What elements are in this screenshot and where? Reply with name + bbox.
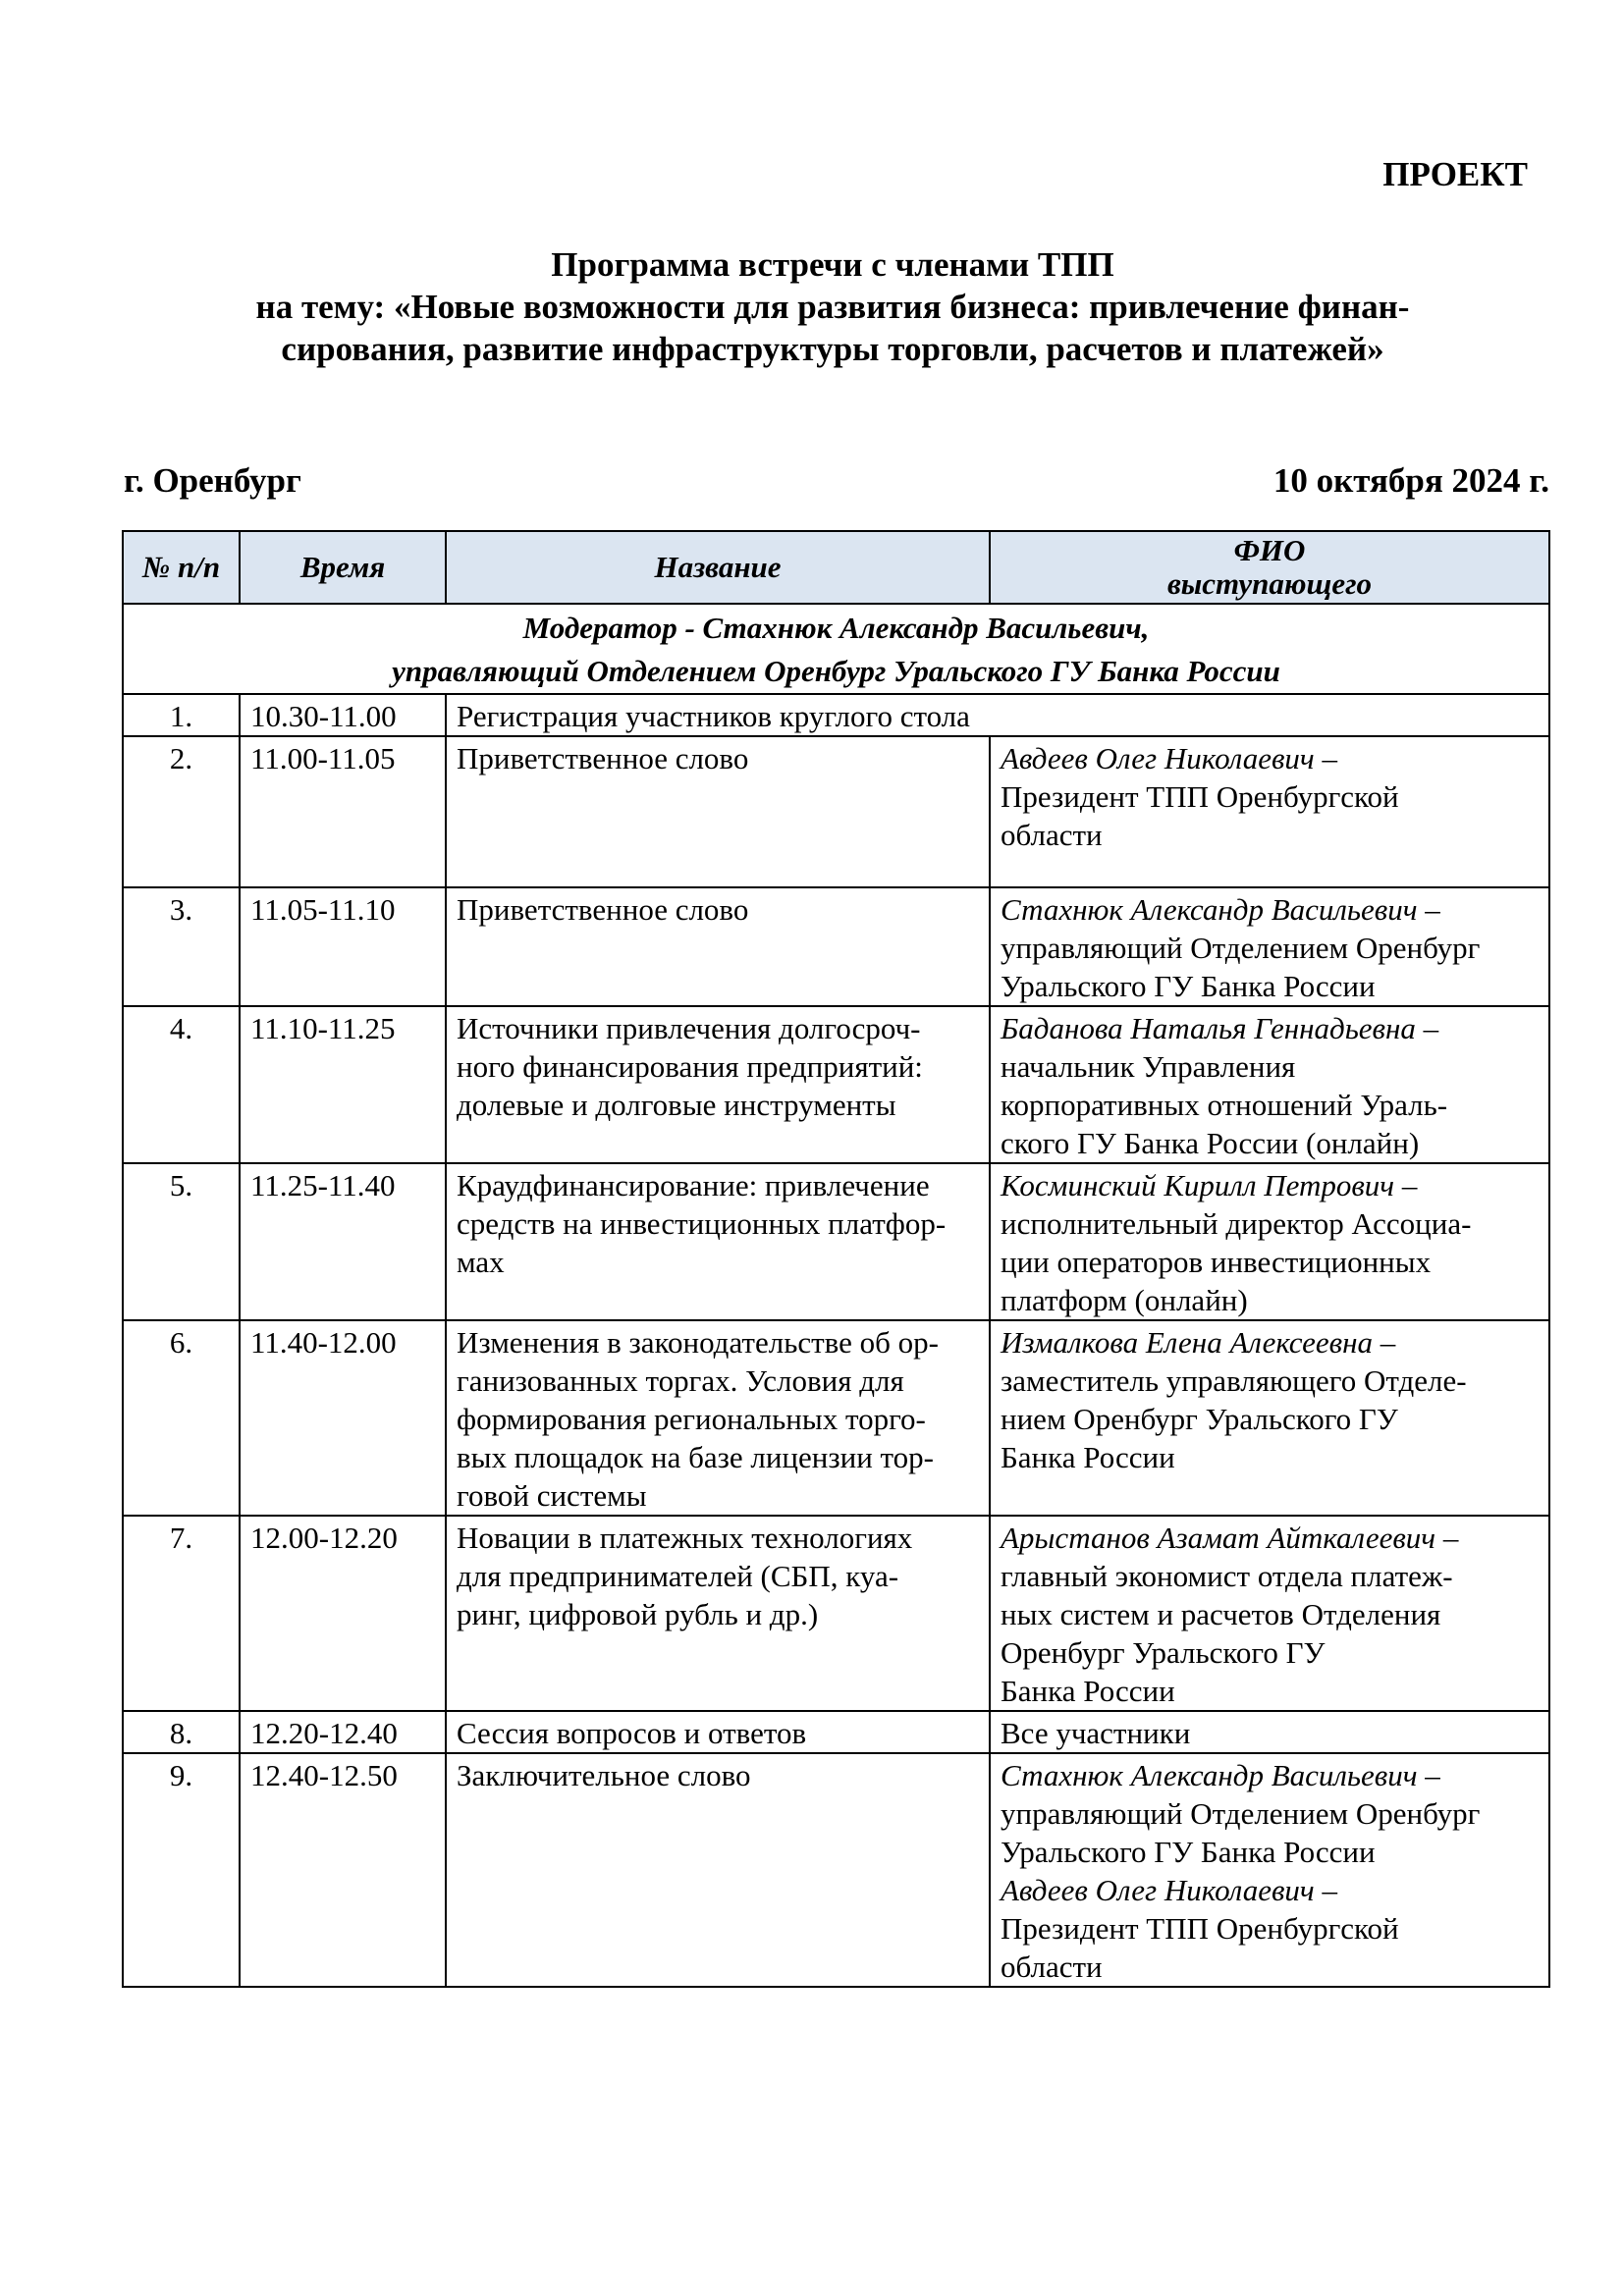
row-title-line: Источники привлечения долгосроч- (457, 1011, 921, 1045)
row-title-line: формирования региональных торго- (457, 1402, 926, 1436)
row-time: 12.20-12.40 (240, 1711, 446, 1753)
speaker-position-line: Банка России (1001, 1440, 1175, 1474)
row-title-line: ринг, цифровой рубль и др.) (457, 1597, 819, 1631)
row-time: 11.00-11.05 (240, 736, 446, 887)
speaker-name: Стахнюк Александр Васильевич – (1001, 1758, 1440, 1792)
row-title: Сессия вопросов и ответов (446, 1711, 990, 1753)
speaker-name: Авдеев Олег Николаевич – (1001, 1873, 1337, 1907)
table-row (123, 694, 1549, 736)
row-number: 9. (123, 1753, 240, 1987)
row-speaker (990, 1006, 1549, 1163)
column-header-speaker-line: выступающего (1166, 566, 1373, 601)
speaker-position-line: Банка России (1001, 1674, 1175, 1708)
row-title: Приветственное слово (446, 736, 990, 887)
table-header-row (123, 531, 1549, 604)
row-title: Приветственное слово (446, 887, 990, 1006)
speaker-name: Авдеев Олег Николаевич – (1001, 741, 1337, 775)
row-time: 11.05-11.10 (240, 887, 446, 1006)
row-number: 7. (123, 1516, 240, 1711)
row-number: 5. (123, 1163, 240, 1320)
row-title-line: ганизованных торгах. Условия для (457, 1363, 904, 1398)
speaker-position-line: главный экономист отдела платеж- (1001, 1559, 1453, 1593)
speaker-name: Измалкова Елена Алексеевна – (1001, 1325, 1396, 1360)
program-table (122, 530, 1550, 1988)
row-number: 4. (123, 1006, 240, 1163)
title-line: сирования, развитие инфраструктуры торговли, расчетов и платежей» (281, 330, 1384, 368)
column-header-speaker (990, 531, 1549, 604)
row-title-line: Новации в платежных технологиях (457, 1521, 913, 1555)
row-speaker (990, 887, 1549, 1006)
table-row (123, 1516, 1549, 1711)
speaker-position-line: области (1001, 818, 1103, 852)
row-title-line: Краудфинансирование: привлечение (457, 1168, 930, 1202)
column-header-speaker-line: ФИО (1233, 533, 1306, 567)
row-title-line: мах (457, 1245, 505, 1279)
table-row (123, 887, 1549, 1006)
row-title: Регистрация участников круглого стола (446, 694, 1549, 736)
row-number: 2. (123, 736, 240, 887)
moderator-line: управляющий Отделением Оренбург Уральского ГУ Банка России (392, 654, 1280, 688)
row-title (446, 1320, 990, 1516)
column-header-time: Время (240, 531, 446, 604)
moderator-cell (123, 604, 1549, 694)
speaker-name: Арыстанов Азамат Айткалеевич – (1001, 1521, 1459, 1555)
speaker-position-line: управляющий Отделением Оренбург (1001, 931, 1481, 965)
row-title-line: вых площадок на базе лицензии тор- (457, 1440, 935, 1474)
row-time: 11.10-11.25 (240, 1006, 446, 1163)
speaker-position-line: корпоративных отношений Ураль- (1001, 1088, 1448, 1122)
table-row (123, 1163, 1549, 1320)
city: г. Оренбург (124, 461, 301, 500)
speaker-position-line: управляющий Отделением Оренбург (1001, 1796, 1481, 1831)
table-row (123, 736, 1549, 887)
speaker-position-line: Уральского ГУ Банка России (1001, 969, 1376, 1003)
column-header-name: Название (446, 531, 990, 604)
speaker-position-line: заместитель управляющего Отделе- (1001, 1363, 1467, 1398)
row-speaker (990, 1516, 1549, 1711)
speaker-position-line: ского ГУ Банка России (онлайн) (1001, 1126, 1420, 1160)
speaker-name: Стахнюк Александр Васильевич – (1001, 892, 1440, 927)
row-number: 6. (123, 1320, 240, 1516)
row-title-line: говой системы (457, 1478, 647, 1513)
row-speaker (990, 1753, 1549, 1987)
speaker-position-line: Президент ТПП Оренбургской (1001, 779, 1399, 814)
document-title (122, 243, 1543, 370)
speaker-position-line: платформ (онлайн) (1001, 1283, 1248, 1317)
speaker-position-line: области (1001, 1949, 1103, 1984)
column-header-num: № п/п (123, 531, 240, 604)
row-number: 1. (123, 694, 240, 736)
row-title-line: ного финансирования предприятий: (457, 1049, 923, 1084)
table-row (123, 1320, 1549, 1516)
row-time: 12.00-12.20 (240, 1516, 446, 1711)
table-row (123, 1006, 1549, 1163)
speaker-position-line: нием Оренбург Уральского ГУ (1001, 1402, 1398, 1436)
row-speaker: Все участники (990, 1711, 1549, 1753)
speaker-position-line: начальник Управления (1001, 1049, 1296, 1084)
row-title-line: Изменения в законодательстве об ор- (457, 1325, 939, 1360)
speaker-position-line: Президент ТПП Оренбургской (1001, 1911, 1399, 1946)
event-date: 10 октября 2024 г. (1272, 461, 1549, 500)
place-date-row (124, 461, 1549, 507)
row-speaker (990, 1320, 1549, 1516)
row-speaker (990, 1163, 1549, 1320)
speaker-position-line: ции операторов инвестиционных (1001, 1245, 1432, 1279)
row-title-line: для предпринимателей (СБП, куа- (457, 1559, 899, 1593)
speaker-name: Косминский Кирилл Петрович – (1001, 1168, 1418, 1202)
row-time: 11.25-11.40 (240, 1163, 446, 1320)
row-title-line: долевые и долговые инструменты (457, 1088, 896, 1122)
speaker-position-line: Оренбург Уральского ГУ (1001, 1635, 1326, 1670)
row-title: Заключительное слово (446, 1753, 990, 1987)
row-number: 3. (123, 887, 240, 1006)
row-speaker (990, 736, 1549, 887)
row-title (446, 1006, 990, 1163)
title-line: Программа встречи с членами ТПП (551, 245, 1114, 284)
row-title (446, 1516, 990, 1711)
moderator-line: Модератор - Стахнюк Александр Васильевич, (522, 611, 1150, 645)
row-title (446, 1163, 990, 1320)
row-time: 12.40-12.50 (240, 1753, 446, 1987)
moderator-row (123, 604, 1549, 694)
title-line: на тему: «Новые возможности для развития бизнеса: привлечение финан- (255, 288, 1410, 326)
table-row (123, 1753, 1549, 1987)
row-title-line: средств на инвестиционных платфор- (457, 1206, 947, 1241)
speaker-name: Баданова Наталья Геннадьевна – (1001, 1011, 1439, 1045)
speaker-position-line: Уральского ГУ Банка России (1001, 1835, 1376, 1869)
table-row (123, 1711, 1549, 1753)
speaker-position-line: исполнительный директор Ассоциа- (1001, 1206, 1472, 1241)
draft-label: ПРОЕКТ (1382, 155, 1528, 193)
row-time: 10.30-11.00 (240, 694, 446, 736)
row-number: 8. (123, 1711, 240, 1753)
speaker-position-line: ных систем и расчетов Отделения (1001, 1597, 1441, 1631)
row-time: 11.40-12.00 (240, 1320, 446, 1516)
